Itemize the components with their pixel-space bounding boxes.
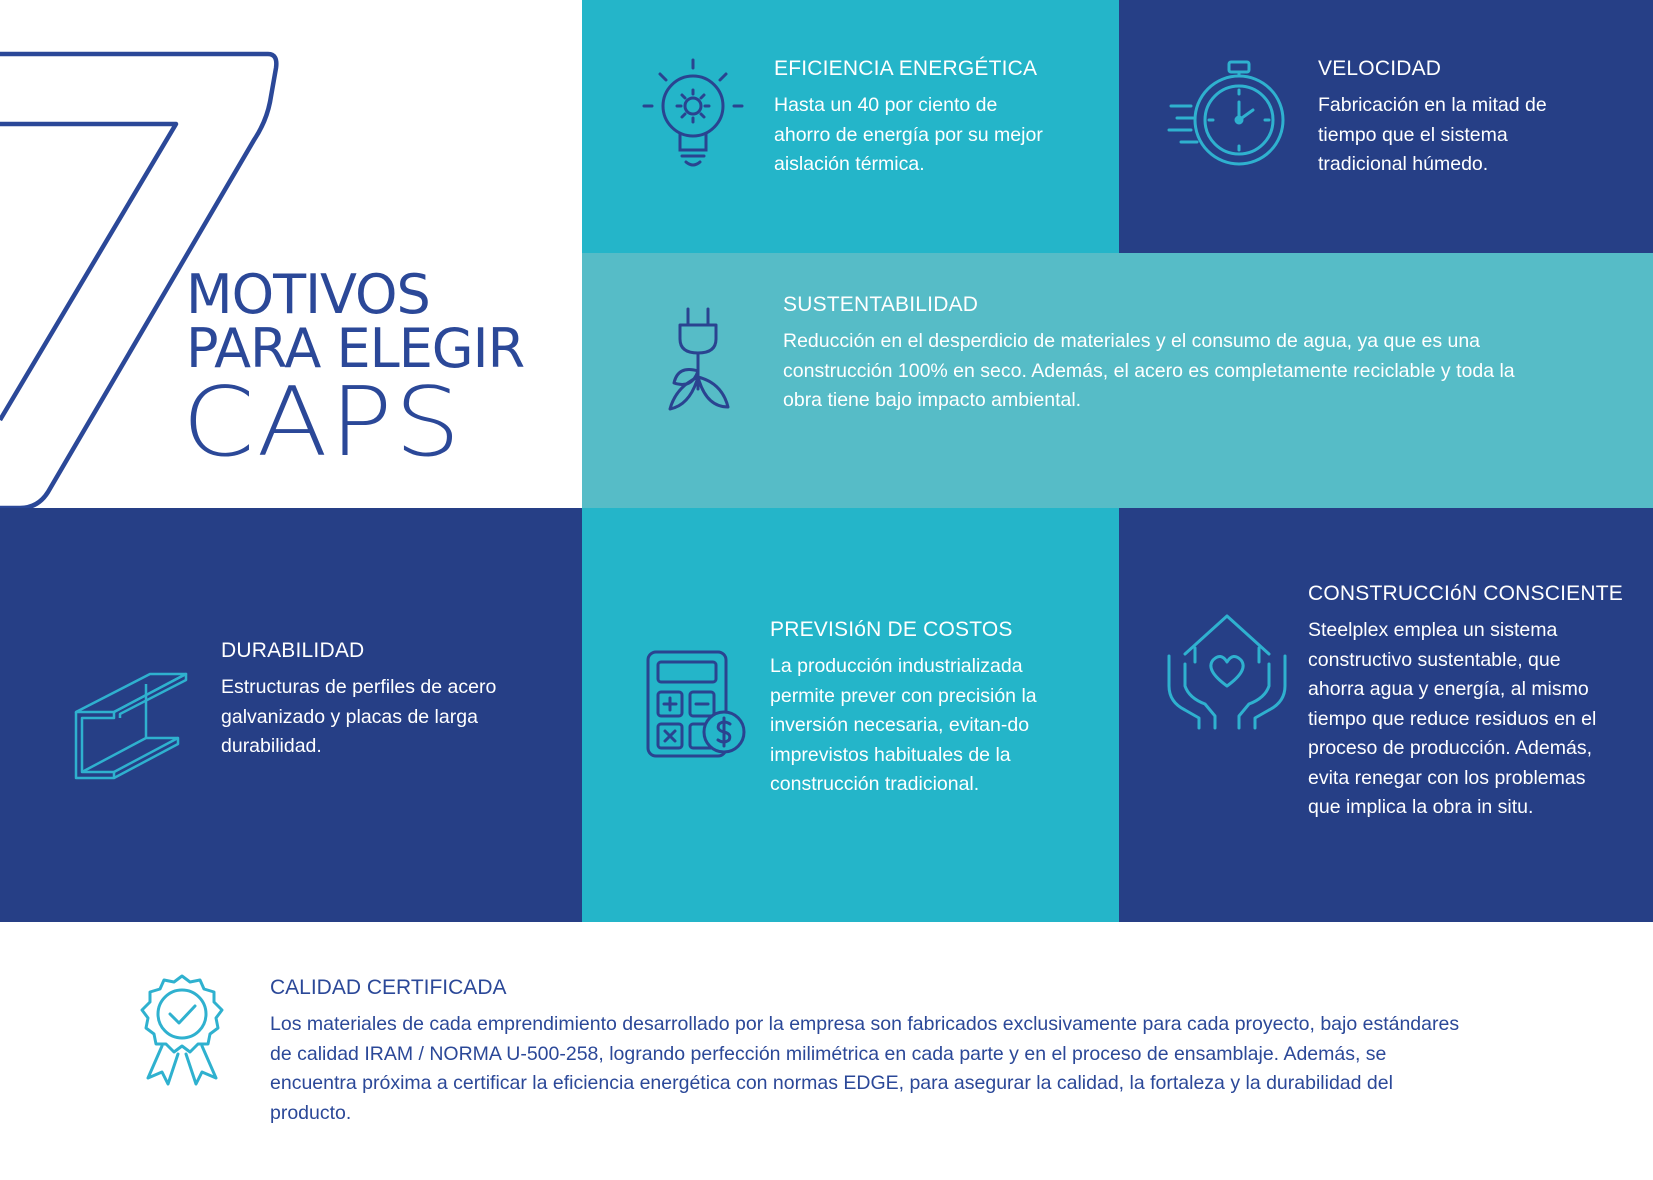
eficiencia-text: Hasta un 40 por ciento de ahorro de energía por su mejor aislación térmica.: [774, 94, 1043, 175]
velocidad-text: Fabricación en la mitad de tiempo que el sistema tradicional húmedo.: [1318, 94, 1547, 175]
durabilidad-title: DURABILIDAD: [221, 639, 365, 662]
velocidad-title: VELOCIDAD: [1318, 57, 1442, 80]
calculator-icon: [644, 648, 748, 760]
hero-brand-caps: CAPS: [182, 365, 463, 479]
consciente-text: Steelplex emplea un sistema constructivo sustentable, que ahorra agua y energía, al mismo tiempo que reduce residuos en el proceso de producción. Además, evita renegar con los problemas que implica la obra in situ.: [1308, 619, 1597, 818]
sustentabilidad-text: Reducción en el desperdicio de materiales y el consumo de agua, ya que es una construcción 100% en seco. Además, el acero es completamente reciclable y toda la obra tiene bajo impacto ambiental.: [783, 330, 1515, 411]
calidad-title: CALIDAD CERTIFICADA: [270, 976, 507, 999]
hero-section: [0, 0, 582, 508]
block-durabilidad: [0, 508, 582, 922]
eficiencia-title: EFICIENCIA ENERGÉTICA: [774, 57, 1038, 80]
lightbulb-gear-icon: [638, 54, 748, 174]
block-costos: [582, 508, 1119, 922]
block-sustentabilidad: [582, 253, 1653, 508]
block-velocidad: [1119, 0, 1653, 253]
costos-title: PREVISIóN DE COSTOS: [770, 618, 1013, 641]
sustentabilidad-title: SUSTENTABILIDAD: [783, 293, 979, 316]
consciente-title: CONSTRUCCIóN CONSCIENTE: [1308, 582, 1623, 605]
steel-profile-icon: [70, 668, 190, 788]
plug-leaves-icon: [666, 305, 736, 425]
calidad-text: Los materiales de cada emprendimiento desarrollado por la empresa son fabricados exclusivamente para cada proyecto, bajo estándares de calidad IRAM / NORMA U-500-258, logrando perfección milimétrica en cada parte y en el proceso de ensamblaje. Además, se encuentra próxima a certificar la eficiencia energética con normas EDGE, para asegurar la calidad, la fortaleza y la durabilidad del producto.: [270, 1013, 1460, 1124]
hero-line-para-elegir: PARA ELEGIR: [186, 317, 525, 380]
durabilidad-text: Estructuras de perfiles de acero galvanizado y placas de larga durabilidad.: [221, 676, 497, 757]
block-consciente: [1119, 508, 1653, 922]
hero-line-motivos: MOTIVOS: [186, 263, 430, 326]
stopwatch-icon: [1167, 56, 1291, 176]
block-calidad: [0, 922, 1653, 1180]
certified-badge-icon: [132, 972, 232, 1092]
house-hands-heart-icon: [1165, 612, 1289, 732]
block-eficiencia: [582, 0, 1119, 253]
costos-text: La producción industrializada permite prever con precisión la inversión necesaria, evitan-do imprevistos habituales de la construcción tradicional.: [770, 655, 1037, 795]
